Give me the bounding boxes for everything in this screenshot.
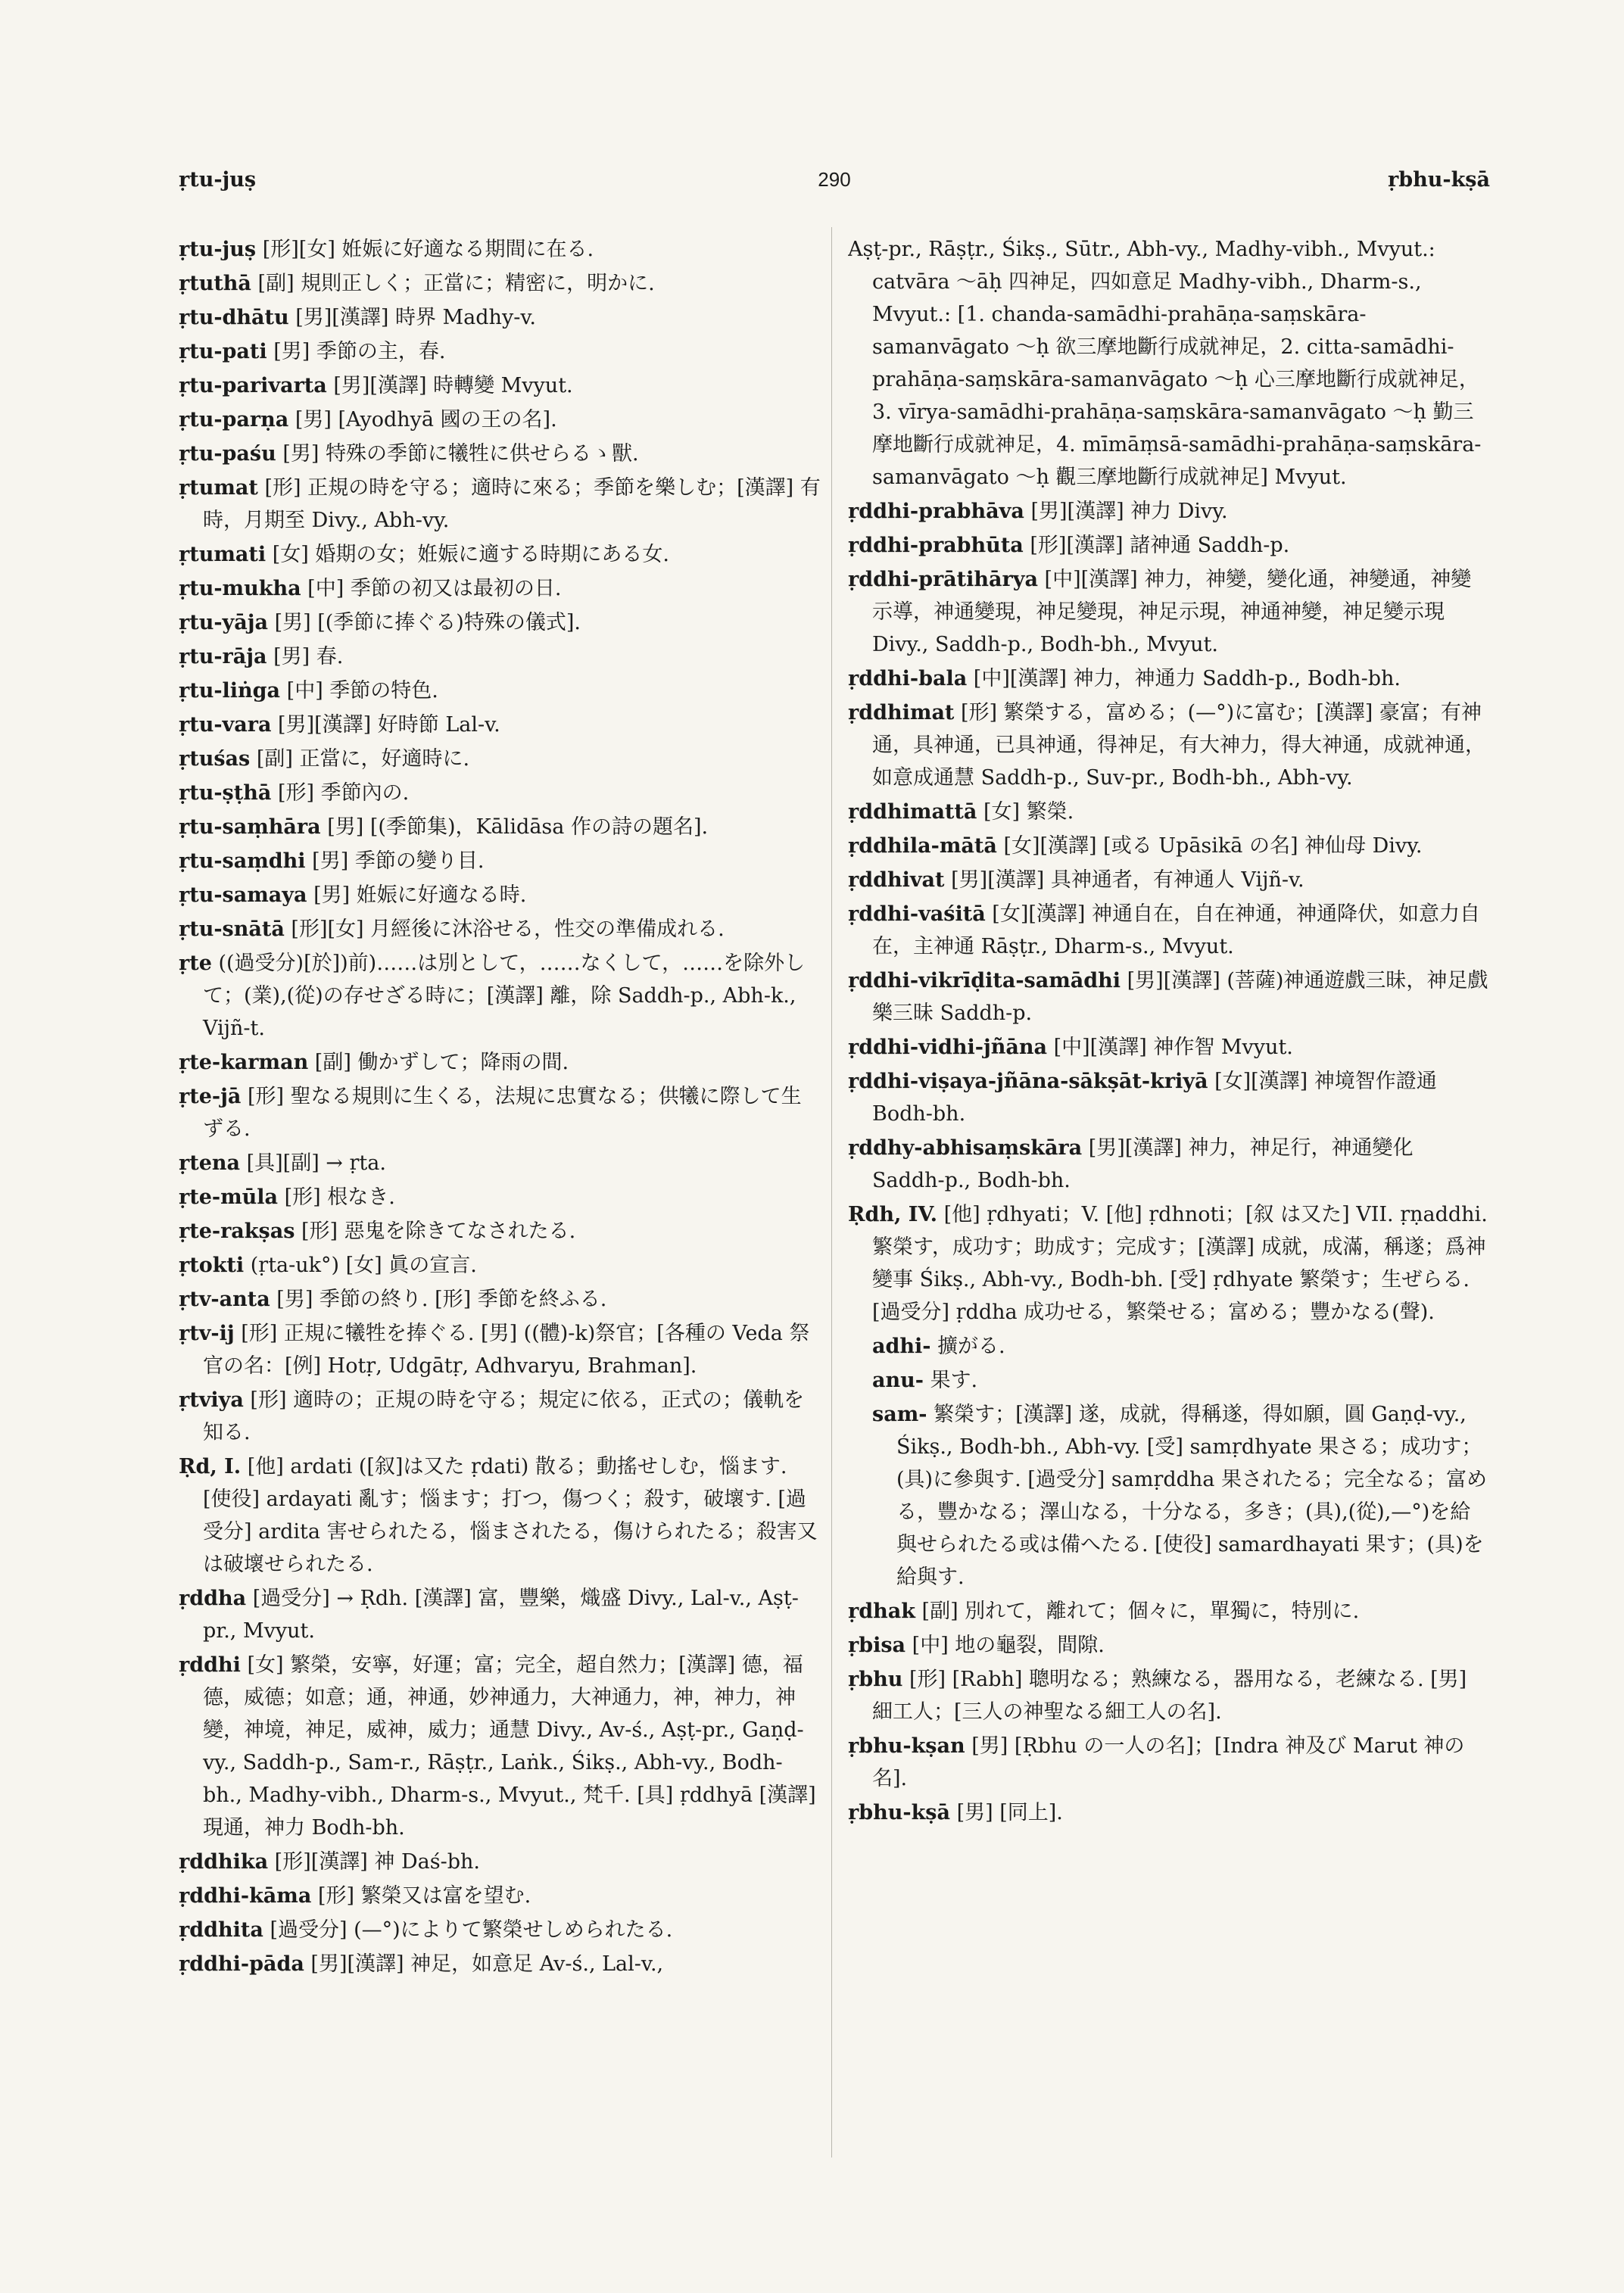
dictionary-entry (179, 538, 821, 571)
entry-definition: [他] ṛdhyati；V. [他] ṛdhnoti；[叙 は又た] VII. ṛṇaddhi. 繁榮す，成功す；助成す；完成す；[漢譯] 成就，成滿，稱遂；爲神變事 Śikṣ., Abh-vy., Bodh-bh. [受] ṛdhyate 繁榮す；生ぜらる. [過受分] ṛddha 成功せる，繁榮せる；富める；豐かなる(聲). (872, 1203, 1488, 1324)
entry-definition: [具][副] → ṛta. (246, 1151, 386, 1175)
dictionary-entry (848, 662, 1490, 695)
entry-headword: ṛddhika (179, 1850, 269, 1874)
entry-definition: [男][漢譯] 神力 Divy. (1030, 500, 1228, 523)
entry-definition: [女][漢譯] [或る Upāsikā の名] 神仙母 Divy. (1003, 834, 1423, 858)
entry-definition: [中][漢譯] 神作智 Mvyut. (1053, 1036, 1293, 1059)
entry-headword: ṛtu-vara (179, 713, 272, 737)
dictionary-entry (848, 696, 1490, 794)
dictionary-entry (179, 1649, 821, 1844)
entry-definition: [男] 季節の主，春. (273, 340, 446, 363)
entry-headword: ṛtu-ṣṭhā (179, 781, 272, 805)
entry-headword: ṛddhi-prātihārya (848, 568, 1038, 591)
running-head (179, 168, 1490, 204)
entry-headword: ṛte-jā (179, 1085, 242, 1108)
entry-definition: [形][女] 月經後に沐浴せる，性交の準備成れる. (291, 918, 725, 941)
dictionary-entry (179, 1317, 821, 1382)
entry-definition: [副] 働かずして；降雨の間. (314, 1051, 569, 1074)
entry-definition: [形][女] 姙娠に好適なる期間に在る. (262, 238, 594, 261)
entry-definition: 擴がる. (937, 1335, 1005, 1358)
entry-headword: ṛbhu-kṣan (848, 1734, 965, 1758)
entry-definition: 繁榮す；[漢譯] 遂，成就，得稱遂，得如願，圓 Gaṇḍ-vy., Śikṣ., Bodh-bh., Abh-vy. [受] samṛdhyate 果さる；成功す；(具)に參與す. [過受分] samṛddha 果されたる；完全なる；富める，豐かなる；澤山なる，十分なる，多き；(具),(從),—°)を給與せられたる或は備へたる. [使役] samardhayati 果す；(具)を給與す. (896, 1403, 1487, 1589)
dictionary-entry (848, 1663, 1490, 1728)
entry-definition: [中][漢譯] 神力，神變，變化通，神變通，神變示導，神通變現，神足變現，神足示現，神通神變，神足變示現 Divy., Saddh-p., Bodh-bh., Mvyut. (872, 568, 1472, 656)
entry-definition: [副] 正當に，好適時に. (256, 747, 470, 771)
entry-definition: [男] 季節の終り. [形] 季節を終ふる. (276, 1288, 607, 1311)
entry-definition: ((過受分)[於])前)……は別として，……なくして，……を除外して；(業),(從)の存せざる時に；[漢譯] 離，除 Saddh-p., Abh-k., Vijñ-t. (203, 952, 806, 1040)
entry-definition: [副] 規則正しく；正當に；精密に，明かに. (257, 272, 655, 295)
page-number: 290 (818, 168, 851, 191)
entry-headword: ṛddhy-abhisaṃskāra (848, 1136, 1083, 1160)
column-divider (831, 227, 832, 2157)
entry-headword: ṛtv-ij (179, 1322, 235, 1345)
entry-headword: ṛtokti (179, 1254, 245, 1277)
entry-definition: [形] 繁榮する，富める；(—°)に富む；[漢譯] 豪富；有神通，具神通，已具神通，得神足，有大神力，得大神通，成就神通，如意成通慧 Saddh-p., Suv-pr., Bodh-bh., Abh-vy. (872, 701, 1485, 790)
dictionary-entry (848, 1796, 1490, 1829)
entry-headword: ṛddhi-kāma (179, 1884, 312, 1908)
entry-definition: [女] 婚期の女；姙娠に適する時期にある女. (272, 543, 669, 566)
entry-headword: ṛtumat (179, 476, 258, 500)
dictionary-entry (179, 811, 821, 843)
dictionary-entry (179, 913, 821, 946)
entry-headword: ṛte-karman (179, 1051, 309, 1074)
entry-definition: [男][漢譯] 好時節 Lal-v. (278, 713, 500, 737)
entry-definition: [男][漢譯] 具神通者，有神通人 Vijñ-v. (951, 868, 1304, 892)
dictionary-entry (848, 1595, 1490, 1628)
entry-headword: ṛtu-saṃdhi (179, 849, 306, 873)
dictionary-entry (179, 709, 821, 741)
entry-headword: ṛddhi-pāda (179, 1952, 304, 1976)
dictionary-entry (179, 267, 821, 300)
entry-definition: [形] 適時の；正規の時を守る；規定に依る，正式の；儀軌を知る. (203, 1388, 805, 1444)
dictionary-entry (848, 563, 1490, 661)
dictionary-entry (179, 472, 821, 537)
dictionary-entry (179, 777, 821, 809)
entry-headword: ṛtu-yāja (179, 611, 268, 634)
entry-definition: [形] 正規に犧牲を捧ぐる. [男] ((體)-k)祭官；[各種の Veda 祭官の名：[例] Hotṛ, Udgātṛ, Adhvaryu, Brahman]. (203, 1322, 810, 1378)
entry-headword: adhi- (872, 1335, 931, 1358)
entry-headword: Ṛdh, IV. (848, 1203, 938, 1226)
entry-definition: [男] [同上]. (956, 1801, 1063, 1824)
dictionary-entry (848, 796, 1490, 828)
entry-headword: Ṛd, I. (179, 1455, 242, 1478)
entry-headword: ṛtu-mukha (179, 577, 301, 600)
dictionary-entry (179, 572, 821, 605)
dictionary-entry (848, 1198, 1490, 1329)
dictionary-entry (179, 1181, 821, 1213)
entry-headword: ṛtumati (179, 543, 267, 566)
entry-definition: 果す. (930, 1369, 978, 1392)
entry-definition: [他] ardati ([叙]は又た ṛdati) 散る；動搖せしむ，惱ます. [使役] ardayati 亂す；惱ます；打つ，傷つく；殺す，破壞す. [過受分] ardita 害せられたる，惱まされたる，傷けられたる；殺害又は破壞せられたる. (203, 1455, 818, 1576)
entry-definition: [形][漢譯] 諸神通 Saddh-p. (1030, 534, 1290, 557)
entry-headword: ṛtu-parivarta (179, 374, 327, 397)
dictionary-entry (848, 1364, 1490, 1397)
entry-definition: [過受分] → Ṛdh. [漢譯] 富，豐樂，熾盛 Divy., Lal-v., Aṣṭ-pr., Mvyut. (203, 1587, 799, 1643)
running-head-right: ṛbhu-kṣā (1388, 168, 1490, 192)
entry-definition: [男][漢譯] 神力，神足行，神通變化 Saddh-p., Bodh-bh. (872, 1136, 1414, 1192)
dictionary-entry (848, 529, 1490, 562)
right-column (848, 233, 1490, 2156)
dictionary-entry (848, 964, 1490, 1030)
dictionary-entry (848, 864, 1490, 896)
dictionary-entry (179, 1914, 821, 1946)
entry-headword: ṛbhu (848, 1668, 903, 1691)
entry-headword: ṛte (179, 952, 212, 975)
entry-headword: ṛtuthā (179, 272, 251, 295)
entry-headword: ṛddhi-viṣaya-jñāna-sākṣāt-kriyā (848, 1070, 1208, 1093)
entry-headword: ṛbhu-kṣā (848, 1801, 950, 1824)
entry-definition: [形] 季節內の. (277, 781, 410, 805)
dictionary-entry (179, 1147, 821, 1179)
entry-headword: ṛbisa (848, 1634, 906, 1657)
entry-headword: ṛddhimat (848, 701, 955, 724)
dictionary-entry (179, 403, 821, 436)
entry-definition: Aṣṭ-pr., Rāṣṭr., Śikṣ., Sūtr., Abh-vy., Madhy-vibh., Mvyut.: catvāra ～āḥ 四神足，四如意足 Madhy-vibh., Dharm-s., Mvyut.: [1. chanda-samādhi-prahāṇa-saṃskāra-samanvāgato ～ḥ 欲三摩地斷行成就神足，2. citta-samādhi-prahāṇa-saṃskāra-samanvāgato ～ḥ 心三摩地斷行成就神足，3. vīrya-samādhi-prahāṇa-saṃskāra-samanvāgato ～ḥ 勤三摩地斷行成就神足，4. mīmāṃsā-samādhi-prahāṇa-saṃskāra-samanvāgato ～ḥ 觀三摩地斷行成就神足] Mvyut. (848, 238, 1482, 489)
entry-definition: [男] 特殊の季節に犧牲に供せらるゝ獸. (282, 442, 639, 466)
entry-headword: ṛtuśas (179, 747, 251, 771)
entry-definition: [男] [Ṛbhu の一人の名]；[Indra 神及び Marut 神の名]. (872, 1734, 1465, 1790)
dictionary-entry (179, 1046, 821, 1079)
dictionary-entry (179, 1846, 821, 1878)
entry-definition: [中] 季節の初又は最初の日. (307, 577, 562, 600)
entry-definition: (ṛta-uk°) [女] 眞の宣言. (250, 1254, 477, 1277)
running-head-left: ṛtu-juṣ (179, 168, 257, 192)
entry-headword: ṛtu-snātā (179, 918, 285, 941)
entry-definition: [形] 根なき. (284, 1185, 395, 1209)
entry-headword: anu- (872, 1369, 924, 1392)
entry-definition: [男][漢譯] 神足，如意足 Av-ś., Lal-v., (310, 1952, 664, 1976)
entry-headword: ṛddhi-bala (848, 667, 968, 690)
entry-headword: ṛddhila-mātā (848, 834, 997, 858)
dictionary-entry (179, 1948, 821, 1980)
dictionary-entry (179, 640, 821, 673)
entry-headword: ṛddhita (179, 1918, 263, 1942)
dictionary-entry (179, 233, 821, 266)
dictionary-entry (848, 1031, 1490, 1064)
dictionary-entry (848, 1629, 1490, 1662)
entry-definition: [形] 正規の時を守る；適時に來る；季節を樂しむ；[漢譯] 有時，月期至 Divy., Abh-vy. (203, 476, 821, 532)
entry-headword: ṛtena (179, 1151, 240, 1175)
entry-headword: ṛtv-anta (179, 1288, 270, 1311)
dictionary-entry (848, 898, 1490, 963)
dictionary-entry (848, 495, 1490, 528)
entry-definition: [副] 別れて，離れて；個々に，單獨に，特別に. (921, 1600, 1360, 1623)
entry-headword: ṛte-rakṣas (179, 1220, 295, 1243)
dictionary-entry (179, 879, 821, 911)
entry-headword: ṛddhi-vidhi-jñāna (848, 1036, 1048, 1059)
entry-definition: [男] 姙娠に好適なる時. (313, 883, 527, 907)
entry-definition: [中][漢譯] 神力，神通力 Saddh-p., Bodh-bh. (973, 667, 1401, 690)
dictionary-entry (848, 1330, 1490, 1363)
entry-definition: [男][漢譯] 時界 Madhy-v. (295, 306, 536, 329)
entry-definition: [女][漢譯] 神境智作證通 Bodh-bh. (872, 1070, 1437, 1126)
dictionary-entry (179, 1582, 821, 1647)
dictionary-entry (179, 606, 821, 639)
dictionary-entry (179, 947, 821, 1045)
entry-headword: ṛtu-rāja (179, 645, 267, 668)
entry-definition: [過受分] (—°)によりて繁榮せしめられたる. (270, 1918, 673, 1942)
entry-definition: [形] [Rabh] 聰明なる；熟練なる，器用なる，老練なる. [男] 細工人；[三人の神聖なる細工人の名]. (872, 1668, 1467, 1724)
entry-definition: [男] [(季節に捧ぐる)特殊の儀式]. (274, 611, 581, 634)
dictionary-entry (848, 1398, 1490, 1594)
entry-headword: ṛdhak (848, 1600, 915, 1623)
left-column (179, 233, 821, 2156)
entry-definition: [女][漢譯] 神通自在，自在神通，神通降伏，如意力自在，主神通 Rāṣṭr., Dharm-s., Mvyut. (872, 902, 1480, 958)
entry-definition: [男][漢譯] (菩薩)神通遊戲三昧，神足戲樂三昧 Saddh-p. (872, 969, 1488, 1025)
entry-definition: [形] 繁榮又は富を望む. (317, 1884, 531, 1908)
dictionary-entry (848, 1065, 1490, 1130)
entry-definition: [女] 繁榮. (983, 800, 1074, 824)
dictionary-entry (179, 438, 821, 470)
dictionary-entry (179, 1215, 821, 1248)
dictionary-entry (179, 335, 821, 368)
entry-headword: ṛddha (179, 1587, 247, 1610)
entry-headword: ṛddhi (179, 1653, 241, 1677)
entry-headword: ṛtu-pati (179, 340, 267, 363)
entry-headword: ṛte-mūla (179, 1185, 279, 1209)
entry-headword: ṛtviya (179, 1388, 244, 1412)
entry-headword: ṛddhi-prabhāva (848, 500, 1024, 523)
entry-headword: sam- (872, 1403, 927, 1426)
entry-definition: [中] 季節の特色. (286, 679, 438, 703)
dictionary-entry (848, 1132, 1490, 1197)
entry-headword: ṛtu-samaya (179, 883, 307, 907)
dictionary-entry (179, 743, 821, 775)
entry-definition: [男] [(季節集)，Kālidāsa 作の詩の題名]. (327, 815, 709, 839)
entry-headword: ṛddhimattā (848, 800, 977, 824)
dictionary-entry (848, 233, 1490, 494)
entry-headword: ṛtu-liṅga (179, 679, 281, 703)
dictionary-entry (179, 1450, 821, 1581)
entry-headword: ṛtu-dhātu (179, 306, 289, 329)
entry-definition: [男][漢譯] 時轉變 Mvyut. (333, 374, 573, 397)
dictionary-entry (179, 1283, 821, 1316)
dictionary-entry (179, 1249, 821, 1282)
dictionary-entry (179, 845, 821, 877)
entry-definition: [形][漢譯] 神 Daś-bh. (274, 1850, 480, 1874)
entry-headword: ṛddhi-vikrīḍita-samādhi (848, 969, 1121, 992)
dictionary-entry (179, 301, 821, 334)
entry-headword: ṛddhivat (848, 868, 945, 892)
entry-headword: ṛtu-juṣ (179, 238, 257, 261)
dictionary-entry (179, 1384, 821, 1449)
dictionary-entry (848, 1730, 1490, 1795)
dictionary-entry (179, 675, 821, 707)
entry-definition: [形] 聖なる規則に生くる，法規に忠實なる；供犧に際して生ずる. (203, 1085, 802, 1141)
entry-headword: ṛddhi-prabhūta (848, 534, 1024, 557)
entry-definition: [男] [Ayodhyā 國の王の名]. (295, 408, 557, 431)
entry-headword: ṛtu-parṇa (179, 408, 289, 431)
entry-headword: ṛtu-paśu (179, 442, 276, 466)
dictionary-entry (179, 1880, 821, 1912)
dictionary-entry (179, 1080, 821, 1145)
entry-headword: ṛddhi-vaśitā (848, 902, 986, 926)
dictionary-entry (848, 830, 1490, 862)
entry-definition: [男] 季節の變り目. (312, 849, 485, 873)
entry-definition: [女] 繁榮，安寧，好運；富；完全，超自然力；[漢譯] 德，福德，威德；如意；通，神通，妙神通力，大神通力，神，神力，神變，神境，神足，威神，威力；通慧 Divy., Av-ś., Aṣṭ-pr., Gaṇḍ-vy., Saddh-p., Sam-r., Rāṣṭr., Laṅk., Śikṣ., Abh-vy., Bodh-bh., Madhy-vibh., Dharm-s., Mvyut., 梵千. [具] ṛddhyā [漢譯] 現通，神力 Bodh-bh. (203, 1653, 816, 1840)
entry-definition: [形] 惡鬼を除きてなされたる. (301, 1220, 576, 1243)
entry-definition: [中] 地の龜裂，間隙. (912, 1634, 1105, 1657)
entry-headword: ṛtu-saṃhāra (179, 815, 321, 839)
dictionary-entry (179, 369, 821, 402)
entry-definition: [男] 春. (273, 645, 344, 668)
